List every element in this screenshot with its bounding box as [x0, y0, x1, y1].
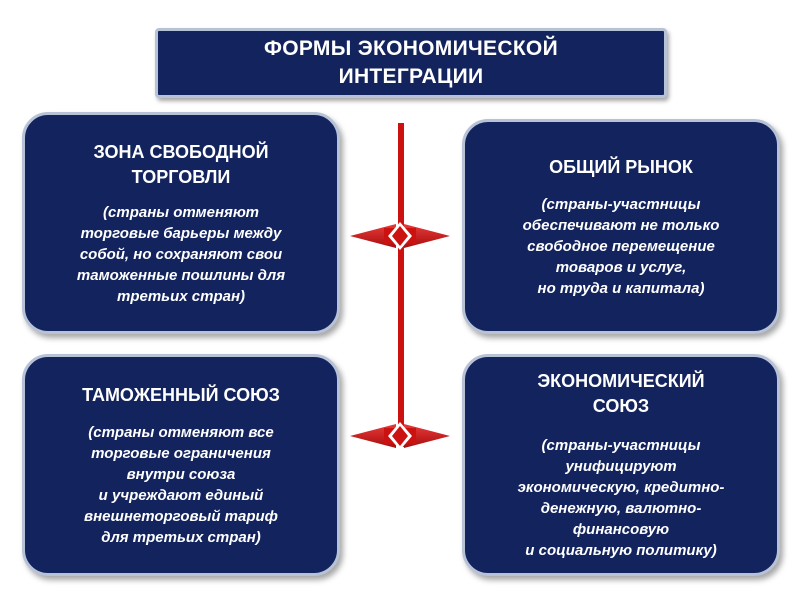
- double-arrow-lower: [350, 422, 450, 450]
- card-title-line-2: ТОРГОВЛИ: [131, 166, 231, 187]
- card-title: [475, 155, 767, 180]
- card-economic-union: [462, 354, 780, 576]
- card-description: (страны отменяют торговые барьеры между собой, но сохраняют свои таможенные пошлины для третьих стран): [76, 203, 286, 305]
- diagram-title: [155, 28, 667, 98]
- card-common-market: [462, 119, 780, 334]
- card-title-line-1: ОБЩИЙ РЫНОК: [549, 156, 693, 177]
- card-description: (страны-участницы обеспечивают не только свободное перемещение товаров и услуг, но труда и капитала): [522, 195, 720, 297]
- card-title-line-1: ТАМОЖЕННЫЙ СОЮЗ: [82, 384, 280, 405]
- card-title: [35, 140, 327, 190]
- double-arrow-upper: [350, 222, 450, 250]
- card-description: (страны отменяют все торговые ограничения внутри союза и учреждают единый внешнеторговый тариф для третьих стран): [84, 423, 278, 546]
- card-customs-union: [22, 354, 340, 576]
- card-free-trade-zone: [22, 112, 340, 334]
- vertical-connector-line: [398, 123, 404, 447]
- card-description: (страны-участницы унифицируют экономическую, кредитно- денежную, валютно- финансовую и социальную политику): [517, 437, 725, 559]
- card-title: [475, 369, 767, 419]
- title-line-2: ИНТЕГРАЦИИ: [338, 65, 484, 88]
- card-title: [35, 383, 327, 408]
- title-line-1: ФОРМЫ ЭКОНОМИЧЕСКОЙ: [264, 37, 558, 60]
- card-title-line-1: ЗОНА СВОБОДНОЙ: [93, 141, 269, 162]
- card-title-line-1: ЭКОНОМИЧЕСКИЙ: [537, 371, 705, 391]
- card-title-line-2: СОЮЗ: [592, 396, 650, 416]
